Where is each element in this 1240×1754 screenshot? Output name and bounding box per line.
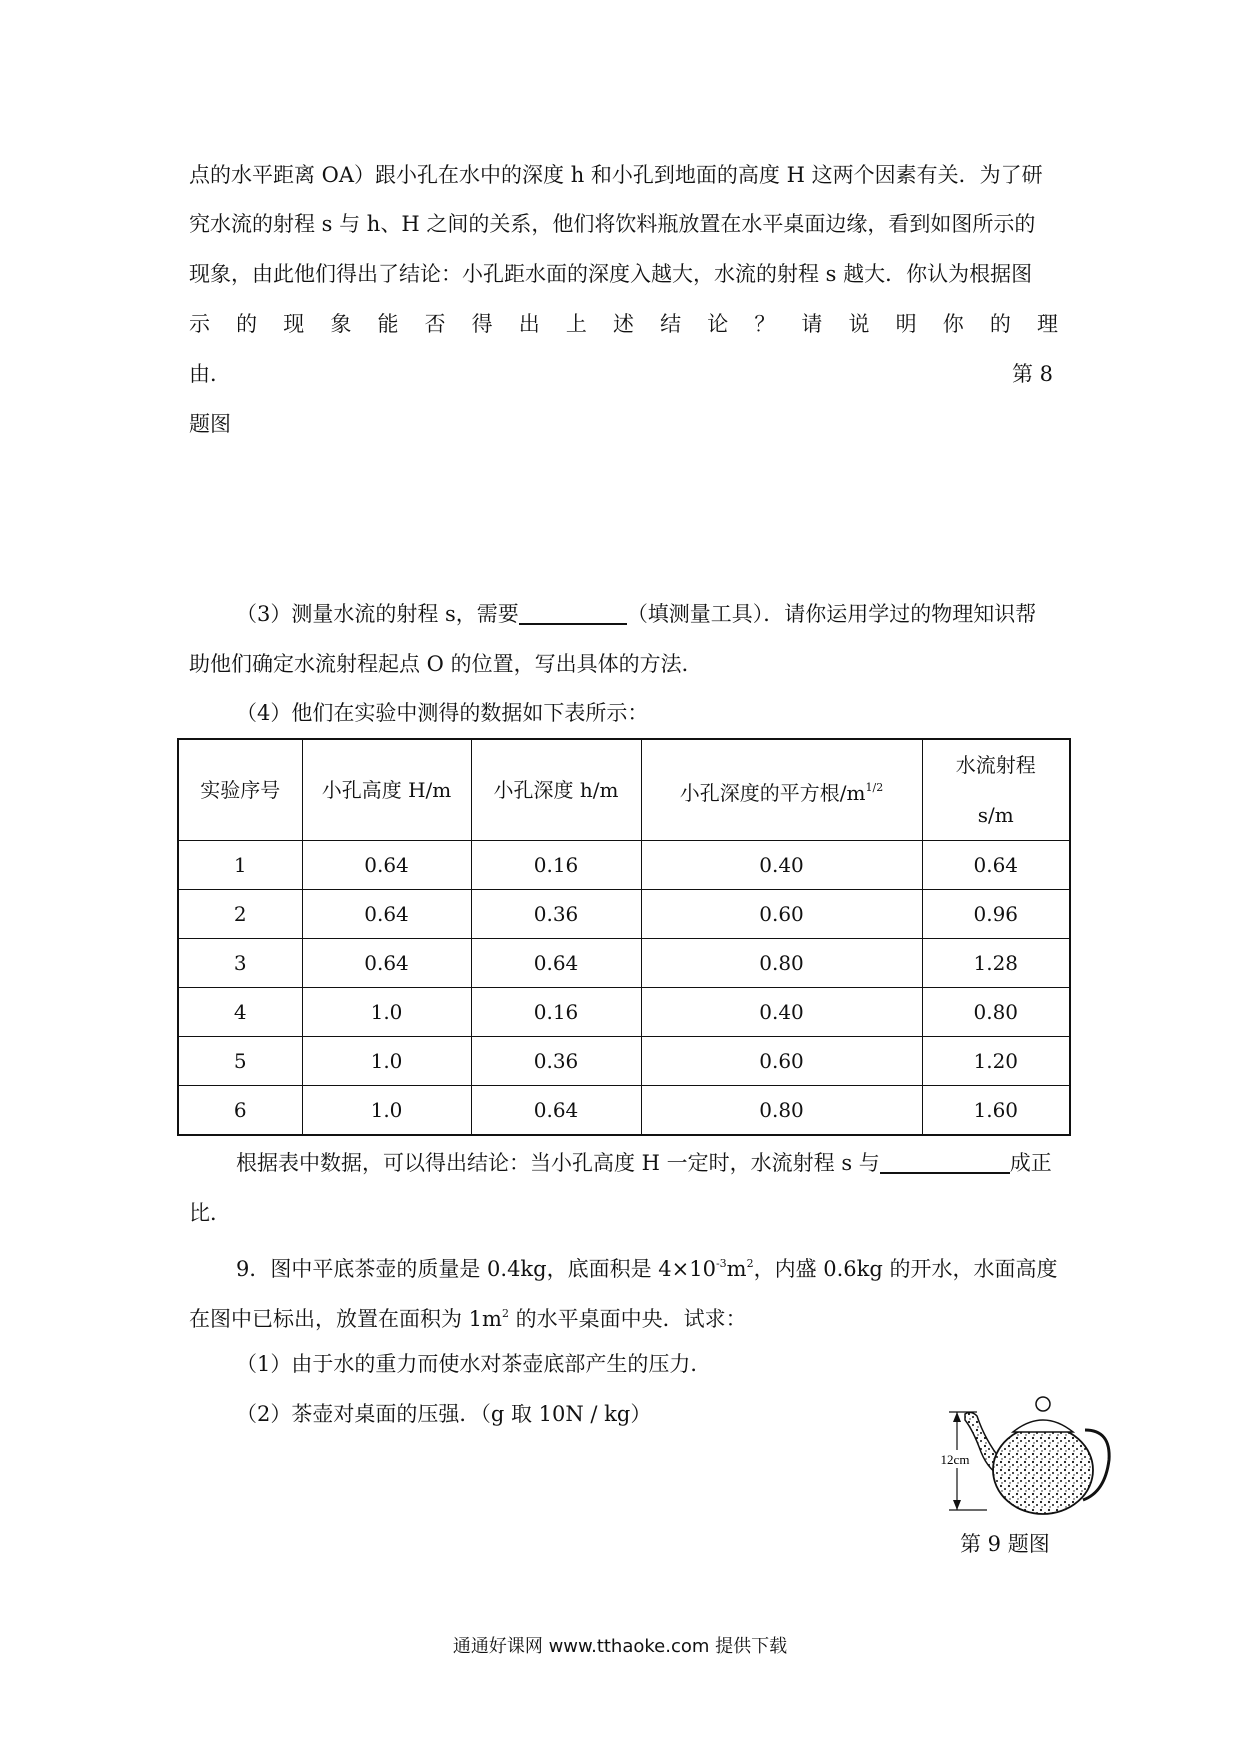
header-depth-sqrt [641,739,922,841]
q8-line-4-char: 明 [895,312,917,336]
q8-conclusion-text-b: 成正 [1009,1151,1052,1175]
q9-exp-1: -3 [715,1257,727,1270]
q8-line-4-char: 述 [612,312,634,336]
q8-conclusion-line-2: 比． [189,1201,231,1225]
table-cell: 0.64 [302,841,471,890]
q8-conclusion-text-a: 根据表中数据，可以得出结论：当小孔高度 H 一定时，水流射程 s 与 [236,1151,880,1175]
header-water-range [922,739,1070,841]
header-trial-number: 实验序号 [178,739,302,841]
table-body [178,841,1070,1136]
table-cell: 0.16 [471,988,641,1037]
q9-figure-caption: 第 9 题图 [960,1532,1050,1556]
table-cell: 0.60 [641,890,922,939]
table-cell: 0.64 [302,890,471,939]
arrow-down-icon [953,1500,961,1510]
teapot-height-label: 12cm [940,1452,970,1467]
q8-line-3: 现象，由此他们得出了结论：小孔距水面的深度入越大，水流的射程 s 越大．你认为根据图 [189,262,1033,286]
q8-part3-line-2: 助他们确定水流射程起点 O 的位置，写出具体的方法． [189,652,703,676]
header-depth-sqrt-label: 小孔深度的平方根/m [679,780,866,805]
q8-line-4-char: 现 [283,312,305,336]
q8-conclusion-line-1 [236,1149,1052,1177]
table-row [178,988,1070,1037]
q8-part3-line-1 [236,600,1036,628]
table-cell: 1.20 [922,1037,1070,1086]
table-cell: 0.16 [471,841,641,890]
q8-line-4-char: 结 [660,312,682,336]
table-cell: 0.80 [641,1086,922,1136]
q9-exp-3: 2 [501,1307,509,1320]
q9-sub-1: （1）由于水的重力而使水对茶壶底部产生的压力． [236,1352,712,1376]
teapot-lid [1013,1420,1073,1432]
table-cell: 1.0 [302,1086,471,1136]
q8-line-4-char: ？ [754,312,776,336]
table-cell: 6 [178,1086,302,1136]
table-cell: 4 [178,988,302,1037]
q8-part3-answer-blank[interactable] [519,603,627,625]
table-cell: 5 [178,1037,302,1086]
q8-figure-label-a: 第 8 [1012,362,1054,386]
table-cell: 0.40 [641,841,922,890]
q8-line-4-char: 得 [471,312,493,336]
q8-line-4-char: 说 [848,312,870,336]
table-cell: 1.0 [302,988,471,1037]
q8-line-4-char: 否 [424,312,446,336]
table-cell: 0.80 [922,988,1070,1037]
arrow-up-icon [953,1412,961,1422]
q8-line-4-char: 上 [565,312,587,336]
table-row [178,1086,1070,1136]
q8-line-4-char: 你 [942,312,964,336]
table-cell: 0.64 [922,841,1070,890]
q9-sub-2: （2）茶壶对桌面的压强．（g 取 10N / kg） [236,1402,652,1426]
header-depth-sqrt-exp: 1/2 [865,780,884,794]
q8-part3-text-b: （填测量工具）．请你运用学过的物理知识帮 [626,602,1037,626]
q8-line-4-char: 象 [330,312,352,336]
q8-figure-label-b: 题图 [189,412,231,436]
q8-conclusion-answer-blank[interactable] [880,1152,1010,1174]
table-cell: 0.40 [641,988,922,1037]
table-cell: 0.64 [302,939,471,988]
table-cell: 0.36 [471,890,641,939]
q9-exp-2: 2 [746,1257,754,1270]
table-cell: 1.0 [302,1037,471,1086]
table-cell: 0.96 [922,890,1070,939]
q9-line-1-a: 9．图中平底茶壶的质量是 0.4kg，底面积是 4×10 [236,1257,716,1281]
header-hole-height: 小孔高度 H/m [302,739,471,841]
q8-line-4-char: 出 [518,312,540,336]
q9-line-1 [236,1250,1058,1283]
q9-line-1-c: ，内盛 0.6kg 的开水，水面高度 [753,1257,1058,1281]
table-row [178,939,1070,988]
table-cell: 0.64 [471,1086,641,1136]
table-cell: 0.64 [471,939,641,988]
teapot-knob [1036,1397,1050,1411]
q9-line-2 [189,1300,747,1333]
table-cell: 1.28 [922,939,1070,988]
data-table [177,738,1071,1136]
q8-line-4-char: 示 [189,312,210,336]
header-hole-depth: 小孔深度 h/m [471,739,641,841]
q8-line-4-char: 的 [236,312,258,336]
q8-line-4-char: 的 [989,312,1011,336]
page-footer: 通通好课网 www.tthaoke.com 提供下载 [452,1636,788,1657]
table-cell: 3 [178,939,302,988]
q8-line-4-char: 请 [801,312,823,336]
q8-line-5: 由． [189,362,231,386]
table-cell: 1.60 [922,1086,1070,1136]
q8-part4-intro: （4）他们在实验中测得的数据如下表所示： [236,701,649,725]
q9-line-2-b: 的水平桌面中央．试求： [508,1307,747,1331]
q9-line-2-a: 在图中已标出，放置在面积为 1m [189,1307,502,1331]
table-row [178,841,1070,890]
q8-line-4-char: 论 [707,312,729,336]
table-cell: 0.60 [641,1037,922,1086]
q8-line-4 [189,310,1058,338]
q8-line-1: 点的水平距离 OA）跟小孔在水中的深度 h 和小孔到地面的高度 H 这两个因素有关．为了研 [189,163,1043,187]
header-water-range-unit: s/m [977,803,1014,827]
teapot-figure [935,1380,1115,1515]
table-header-row [178,739,1070,841]
q9-line-1-b: m [726,1257,747,1281]
teapot-body [993,1426,1093,1514]
header-water-range-label: 水流射程 [955,753,1036,777]
table-cell: 0.80 [641,939,922,988]
table-cell: 0.36 [471,1037,641,1086]
table-row [178,890,1070,939]
q8-line-4-char: 能 [377,312,399,336]
q8-part3-text-a: （3）测量水流的射程 s，需要 [236,602,519,626]
table-cell: 2 [178,890,302,939]
q8-line-4-char: 理 [1036,312,1058,336]
table-row [178,1037,1070,1086]
table-cell: 1 [178,841,302,890]
q8-line-2: 究水流的射程 s 与 h、H 之间的关系，他们将饮料瓶放置在水平桌面边缘，看到如图所示的 [189,212,1036,236]
